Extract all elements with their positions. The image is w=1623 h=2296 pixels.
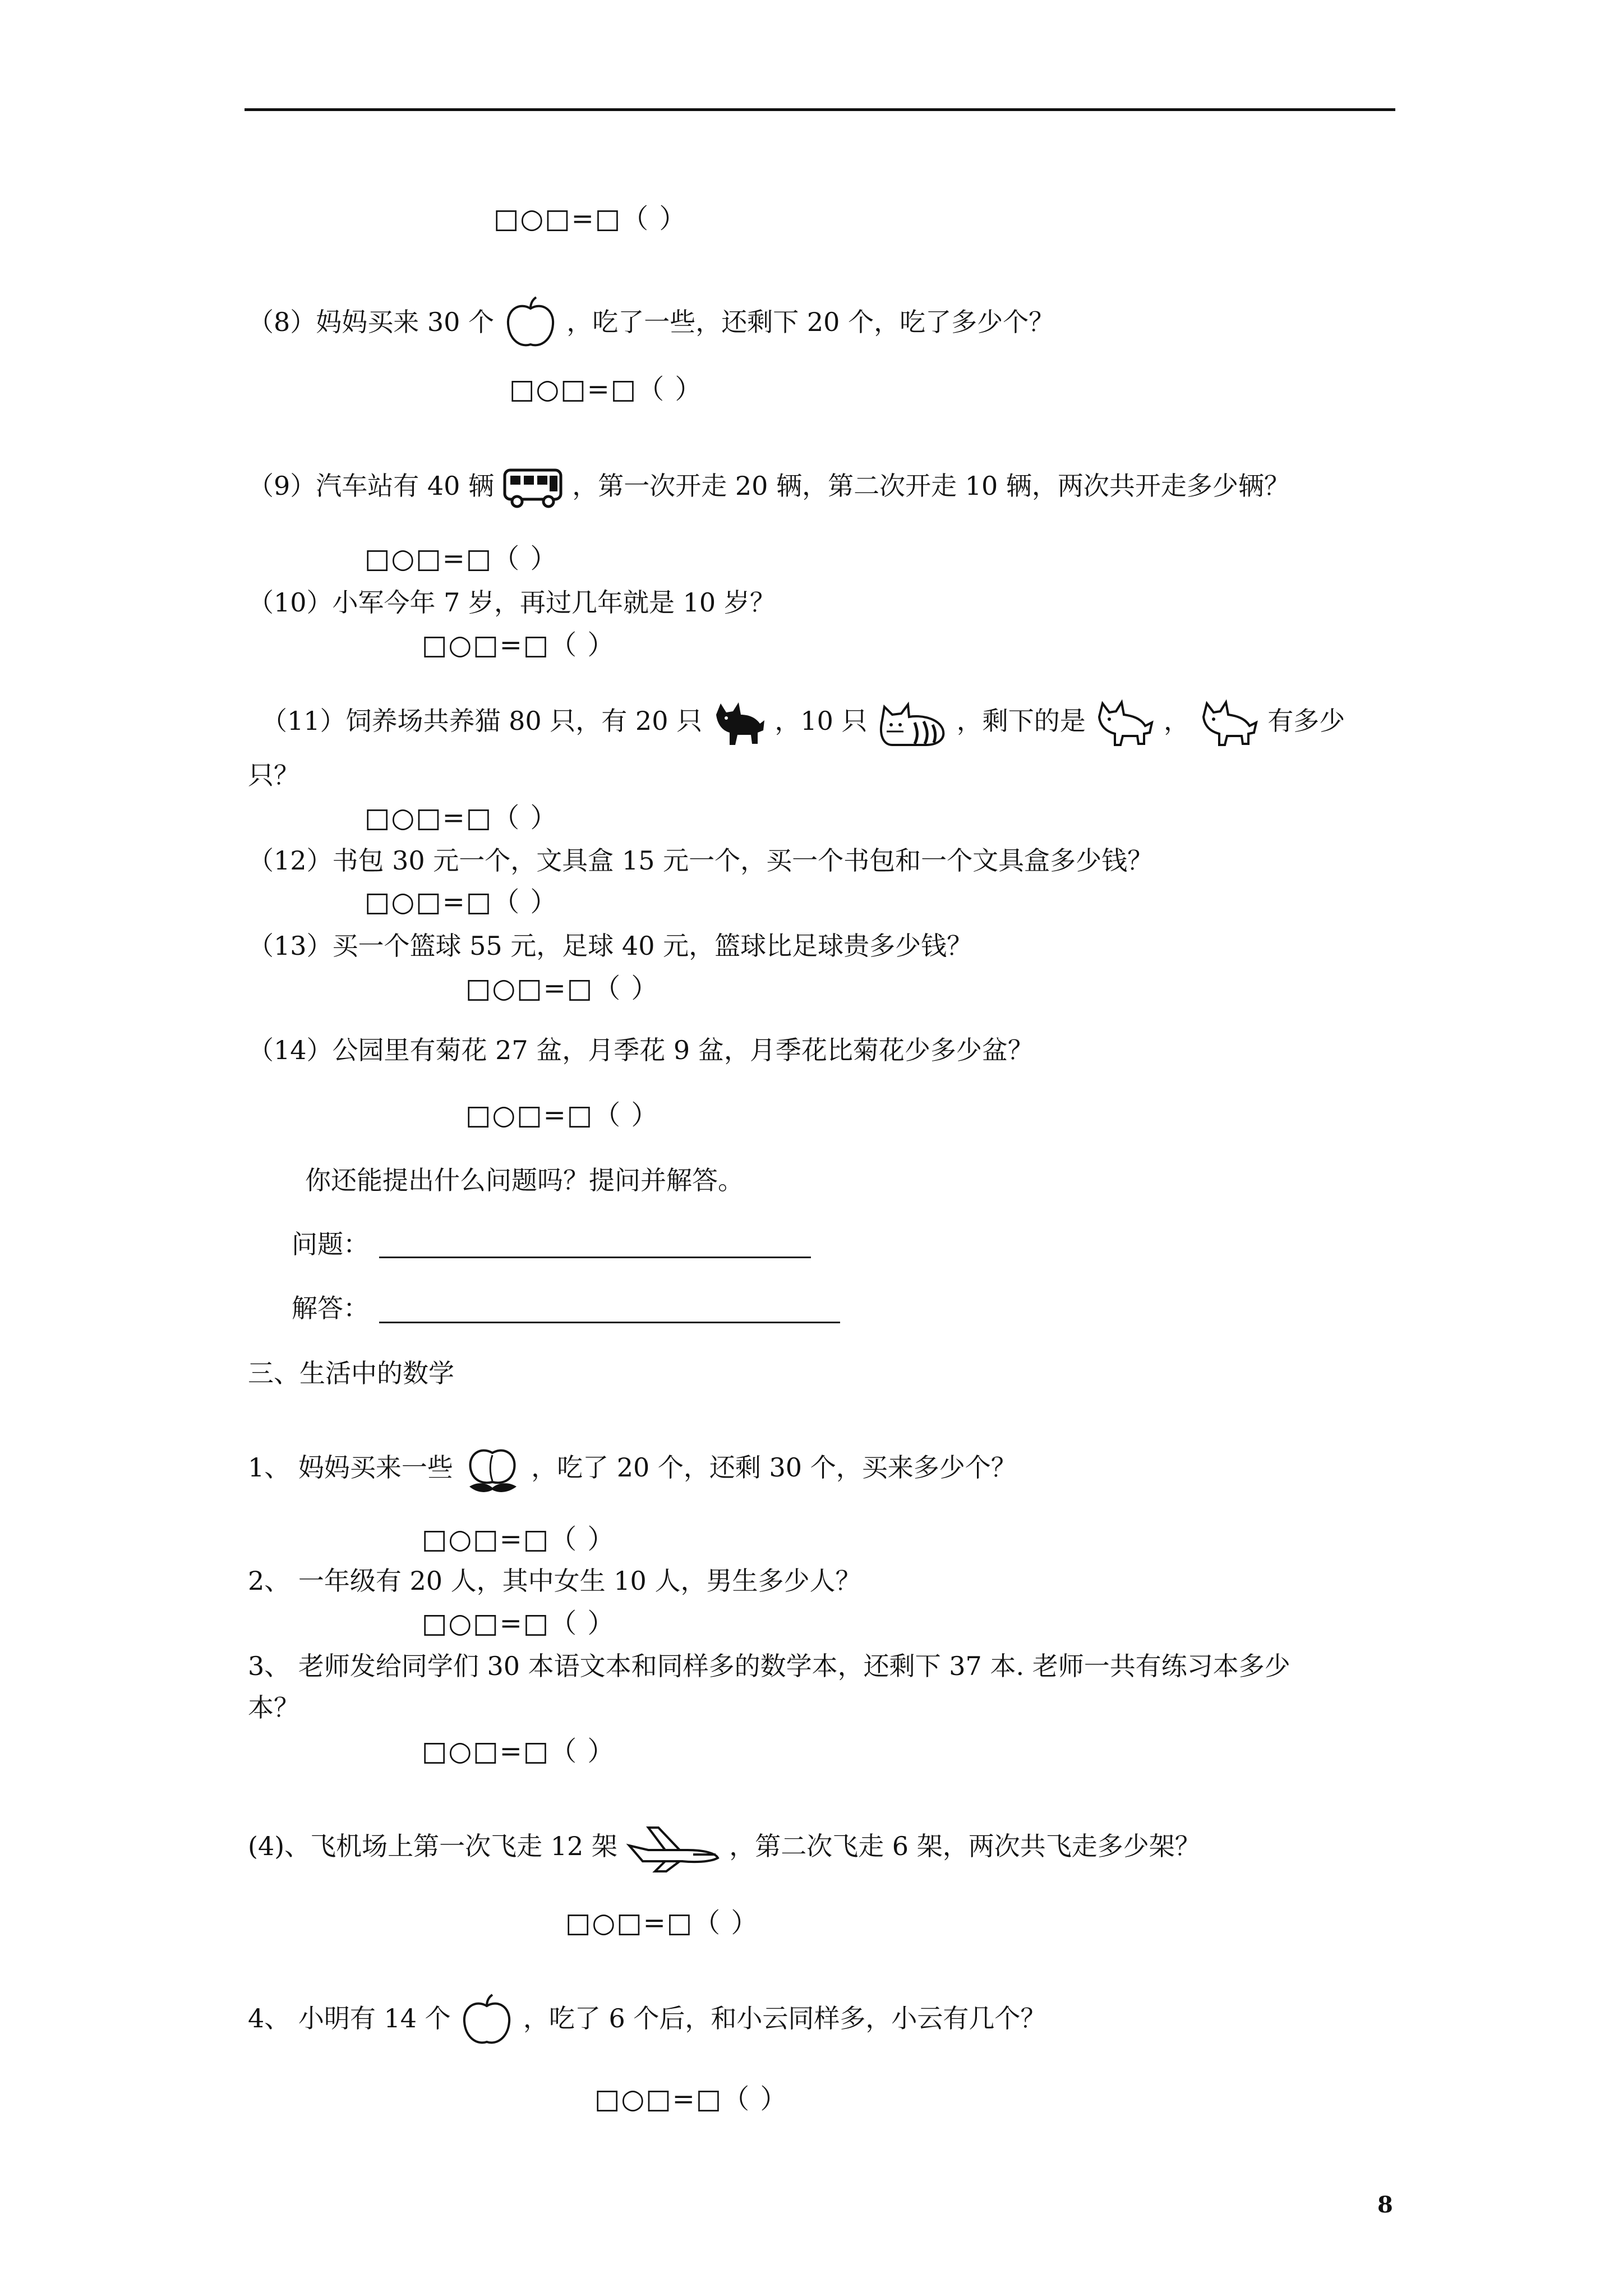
white-cat-icon bbox=[1094, 698, 1155, 748]
answer-formula: □○□=□（ ） bbox=[594, 2083, 789, 2115]
problem-9-text: （9）汽车站有 40 辆 bbox=[248, 471, 495, 501]
answer-formula: □○□=□（ ） bbox=[509, 374, 703, 405]
problem-11 bbox=[261, 698, 1345, 748]
answer-formula: □○□=□（ ） bbox=[494, 203, 688, 234]
apple-icon bbox=[459, 1993, 515, 2049]
answer-formula: □○□=□（ ） bbox=[365, 543, 559, 574]
problem-14: （14）公园里有菊花 27 盆，月季花 9 盆，月季花比菊花少多少盆？ bbox=[248, 1035, 1034, 1065]
striped-cat-icon bbox=[875, 698, 948, 748]
answer-formula: □○□=□（ ） bbox=[365, 886, 559, 918]
peach-icon bbox=[462, 1442, 523, 1498]
problem-12: （12）书包 30 元一个，文具盒 15 元一个，买一个书包和一个文具盒多少钱？ bbox=[248, 845, 1154, 876]
problem-8-text: （8）妈妈买来 30 个 bbox=[248, 307, 495, 337]
section-3-question-5-text-2: ，吃了 6 个后，和小云同样多，小云有几个？ bbox=[523, 2003, 1046, 2033]
header-rule bbox=[245, 108, 1395, 111]
problem-9 bbox=[248, 466, 1290, 510]
answer-formula: □○□=□（ ） bbox=[365, 802, 559, 834]
answer-formula: □○□=□（ ） bbox=[565, 1907, 759, 1939]
problem-11-text-4: ， bbox=[1164, 706, 1189, 736]
answer-formula: □○□=□（ ） bbox=[465, 973, 660, 1004]
answer-formula: □○□=□（ ） bbox=[422, 1524, 616, 1555]
black-cat-icon bbox=[711, 698, 767, 748]
extra-prompt: 你还能提出什么问题吗？提问并解答。 bbox=[305, 1165, 744, 1195]
section-3-question-5-text: 4、 小明有 14 个 bbox=[248, 2003, 451, 2033]
problem-11-text-5: 有多少 bbox=[1267, 706, 1345, 736]
answer-label: 解答： bbox=[292, 1293, 369, 1323]
section-3-title: 三、生活中的数学 bbox=[248, 1358, 454, 1388]
section-3-question-2: 2、 一年级有 20 人，其中女生 10 人，男生多少人？ bbox=[248, 1566, 861, 1596]
question-label: 问题： bbox=[292, 1229, 369, 1259]
problem-10: （10）小军今年 7 岁，再过几年就是 10 岁？ bbox=[248, 587, 776, 618]
answer-answer-line[interactable] bbox=[379, 1322, 840, 1323]
section-3-question-4-text: (4)、飞机场上第一次飞走 12 架 bbox=[248, 1831, 617, 1861]
problem-13: （13）买一个篮球 55 元，足球 40 元，篮球比足球贵多少钱？ bbox=[248, 931, 973, 961]
problem-8-text-2: ，吃了一些，还剩下 20 个，吃了多少个？ bbox=[566, 307, 1055, 337]
section-3-question-1-text: 1、 妈妈买来一些 bbox=[248, 1452, 453, 1483]
section-3-question-4-text-2: ，第二次飞走 6 架，两次共飞走多少架？ bbox=[729, 1831, 1201, 1861]
section-3-question-5 bbox=[248, 1993, 1046, 2049]
airplane-icon bbox=[626, 1823, 721, 1874]
page-number: 8 bbox=[1377, 2192, 1393, 2218]
answer-formula: □○□=□（ ） bbox=[465, 1099, 660, 1131]
answer-formula: □○□=□（ ） bbox=[422, 1608, 616, 1639]
answer-formula: □○□=□（ ） bbox=[422, 1736, 616, 1767]
white-cat-icon bbox=[1198, 698, 1260, 748]
section-3-question-1 bbox=[248, 1442, 1017, 1498]
section-3-question-1-text-2: ，吃了 20 个，还剩 30 个，买来多少个？ bbox=[531, 1452, 1017, 1483]
problem-9-text-2: ，第一次开走 20 辆，第二次开走 10 辆，两次共开走多少辆？ bbox=[572, 471, 1290, 501]
problem-11-text-3: ，剩下的是 bbox=[956, 706, 1086, 736]
problem-11-continued: 只？ bbox=[248, 760, 299, 790]
apple-icon bbox=[502, 296, 559, 352]
question-answer-line[interactable] bbox=[379, 1257, 811, 1258]
problem-11-text-2: ，10 只 bbox=[774, 706, 868, 736]
problem-8 bbox=[248, 296, 1054, 352]
section-3-question-4 bbox=[248, 1823, 1201, 1874]
problem-11-text: （11）饲养场共养猫 80 只，有 20 只 bbox=[261, 706, 703, 736]
section-3-question-3: 3、 老师发给同学们 30 本语文本和同样多的数学本，还剩下 37 本. 老师一共有练习本多少 bbox=[248, 1651, 1290, 1681]
section-3-question-3-continued: 本？ bbox=[248, 1692, 299, 1723]
bus-icon bbox=[502, 466, 564, 510]
answer-formula: □○□=□（ ） bbox=[422, 629, 616, 661]
